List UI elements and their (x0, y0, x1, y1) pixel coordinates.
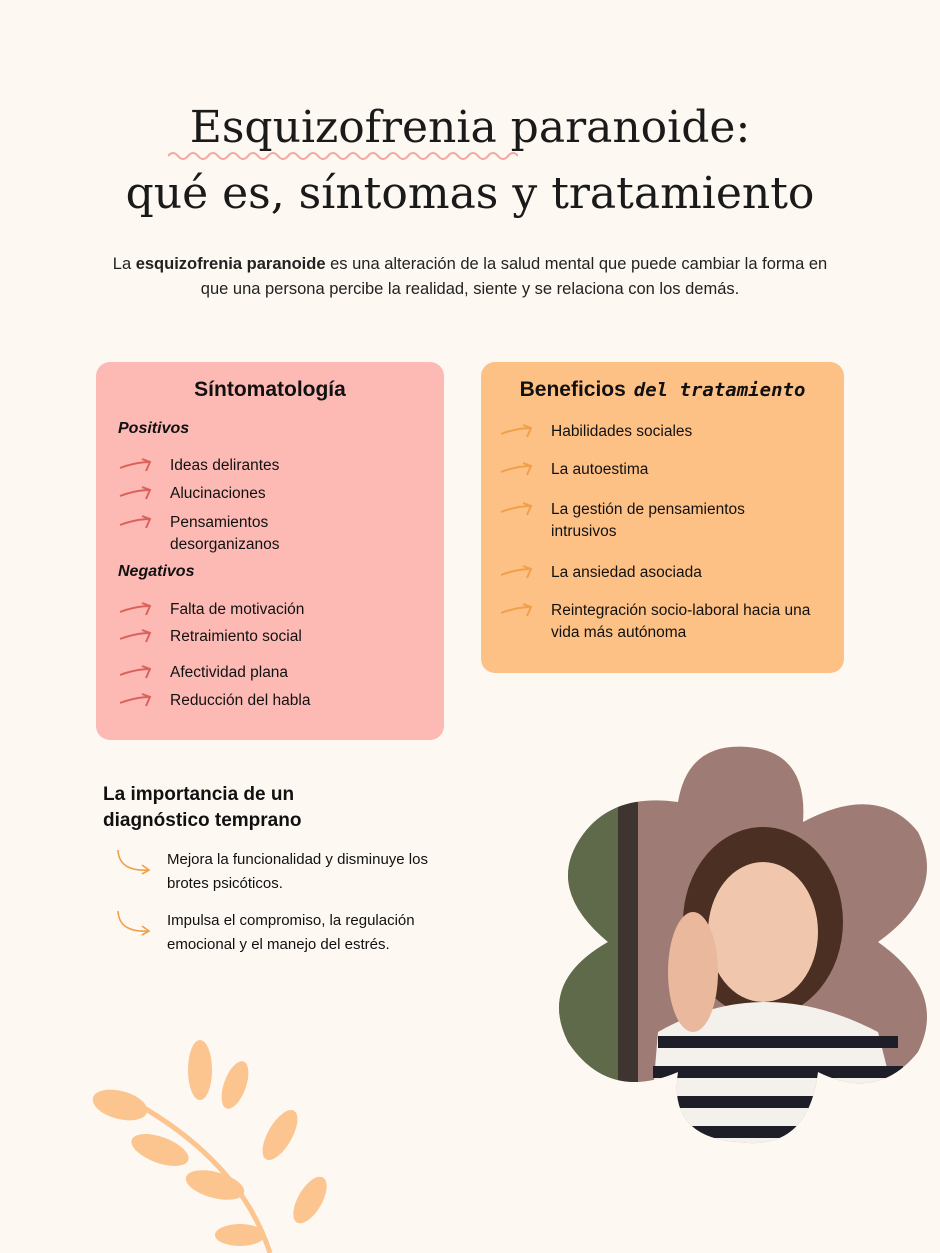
importance-title: La importancia de un diagnóstico temprano (103, 784, 302, 831)
intro-text: La esquizofrenia paranoide es una alteración de la salud mental que puede cambiar la forma en que una persona percibe la realidad, siente y se relaciona con los demás. (112, 255, 828, 298)
arrow-icon (118, 514, 154, 530)
list-item: La autoestima (499, 459, 648, 481)
arrow-icon (499, 423, 535, 439)
list-item: Habilidades sociales (499, 421, 692, 443)
arrow-icon (118, 692, 154, 708)
positive-label: Positivos (118, 420, 190, 437)
list-item: Mejora la funcionalidad y disminuye los brotes psicóticos. (115, 848, 455, 896)
list-item: Impulsa el compromiso, la regulación emocional y el manejo del estrés. (115, 909, 455, 957)
page-title: Esquizofrenia paranoide: qué es, síntomas y tratamiento (125, 102, 815, 219)
negative-label: Negativos (118, 563, 195, 580)
list-item: Reintegración socio-laboral hacia una vida más autónoma (499, 600, 839, 644)
benefits-card (481, 362, 844, 673)
list-item: Afectividad plana (118, 662, 288, 684)
arrow-icon (118, 485, 154, 501)
list-item: Falta de motivación (118, 599, 304, 621)
arrow-icon (499, 461, 535, 477)
arrow-icon (499, 564, 535, 580)
arrow-icon (118, 457, 154, 473)
benefits-title: Beneficios del tratamiento (519, 378, 806, 401)
curved-arrow-icon (115, 909, 155, 939)
arrow-icon (118, 601, 154, 617)
symptoms-title: Síntomatología (194, 378, 346, 401)
arrow-icon (499, 501, 535, 517)
list-item: Pensamientos desorganizanos (118, 512, 338, 556)
wavy-underline (168, 150, 518, 162)
leaf-decoration (90, 1040, 340, 1253)
list-item: La ansiedad asociada (499, 562, 702, 584)
list-item: Reducción del habla (118, 690, 310, 712)
curved-arrow-icon (115, 848, 155, 878)
list-item: La gestión de pensamientos intrusivos (499, 499, 799, 543)
arrow-icon (499, 602, 535, 618)
list-item: Retraimiento social (118, 626, 302, 648)
list-item: Alucinaciones (118, 483, 266, 505)
woman-photo (548, 742, 940, 1152)
list-item: Ideas delirantes (118, 455, 279, 477)
symptoms-card (96, 362, 444, 740)
arrow-icon (118, 628, 154, 644)
arrow-icon (118, 664, 154, 680)
